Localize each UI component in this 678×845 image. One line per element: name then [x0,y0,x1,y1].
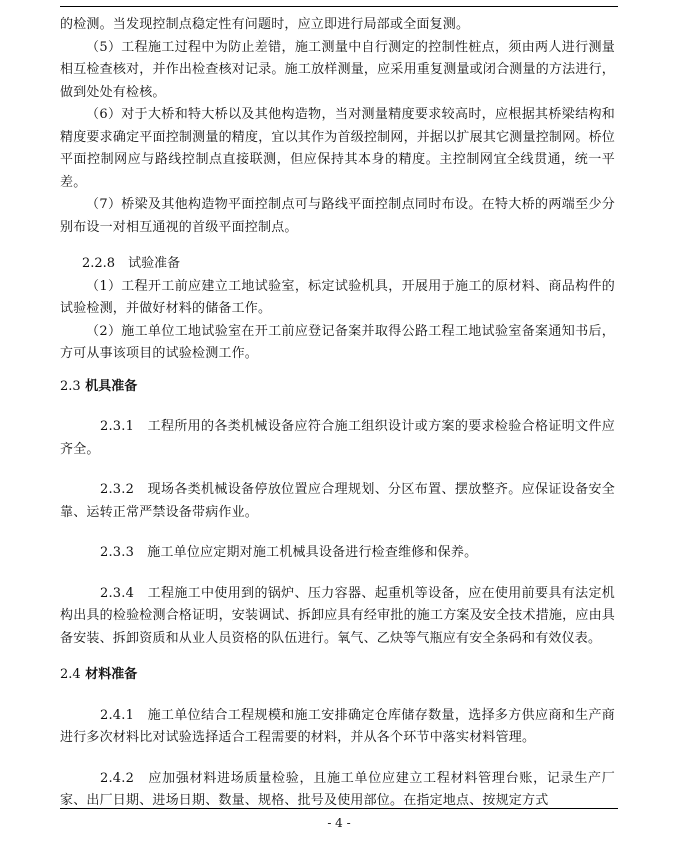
paragraph-2-4-2: 2.4.2 应加强材料进场质量检验，且施工单位应建立工程材料管理台账，记录生产厂家、出厂日期、进场日期、数量、规格、批号及使用部位。在指定地点、按规定方式 [60,770,615,808]
heading-2-4 [60,664,615,687]
heading-2-3-number: 2.3 [60,378,81,394]
paragraph-2-4-1: 2.4.1 施工单位结合工程规模和施工安排确定仓库储存数量，选择多方供应商和生产商进行多次材料比对试验选择适合工程需要的材料，并从各个环节中落实材料管理。 [60,707,615,745]
page-number: - 4 - [327,816,351,830]
paragraph-item-6: （6）对于大桥和特大桥以及其他构造物，当对测量精度要求较高时，应根据其桥梁结构和精度要求确定平面控制测量的精度，宜以其作为首级控制网，并据以扩展其它测量控制网。桥位平面控制网应与路线控制点直接联测，但应保持其本身的精度。主控制网宜全线贯通，统一平差。 [60,107,615,190]
paragraph-item-7: （7）桥梁及其他构造物平面控制点可与路线平面控制点同时布设。在特大桥的两端至少分别布设一对相互通视的首级平面控制点。 [60,197,615,235]
footer-rule [60,808,618,809]
heading-2-4-number: 2.4 [60,667,81,682]
paragraph-2-3-1: 2.3.1 工程所用的各类机械设备应符合施工组织设计或方案的要求检验合格证明文件应齐全。 [60,419,615,457]
paragraph-2-3-3: 2.3.3 施工单位应定期对施工机械具设备进行检查维修和保养。 [100,545,478,560]
heading-2-4-title: 材料准备 [85,667,138,682]
paragraph-item-5: （5）工程施工过程中为防止差错，施工测量中自行测定的控制性桩点，须由两人进行测量相互检查核对，并作出检查核对记录。施工放样测量，应采用重复测量或闭合测量的方法进行，做到处处有检核。 [60,39,615,100]
paragraph-continuation: 的检测。当发现控制点稳定性有问题时，应立即进行局部或全面复测。 [60,17,470,32]
paragraph-2-3-2: 2.3.2 现场各类机械设备停放位置应合理规划、分区布置、摆放整齐。应保证设备安全靠、运转正常严禁设备带病作业。 [60,482,615,520]
heading-2-3-title: 机具准备 [85,378,138,394]
paragraph-2-2-8-item-2: （2）施工单位工地试验室在开工前应登记备案并取得公路工程工地试验室备案通知书后，方可从事该项目的试验检测工作。 [60,323,615,361]
page-content [60,14,615,813]
heading-2-2-8: 2.2.8 试验准备 [82,256,181,271]
heading-2-3 [60,376,615,399]
paragraph-2-2-8-item-1: （1）工程开工前应建立工地试验室，标定试验机具，开展用于施工的原材料、商品构件的试验检测，并做好材料的储备工作。 [60,278,615,316]
header-rule [60,6,618,7]
paragraph-2-3-4: 2.3.4 工程施工中使用到的锅炉、压力容器、起重机等设备，应在使用前要具有法定机构出具的检验检测合格证明，安装调试、拆卸应具有经审批的施工方案及安全技术措施，应由具备安装、拆卸资质和从业人员资格的队伍进行。氧气、乙炔等气瓶应有安全条码和有效仪表。 [60,585,615,646]
